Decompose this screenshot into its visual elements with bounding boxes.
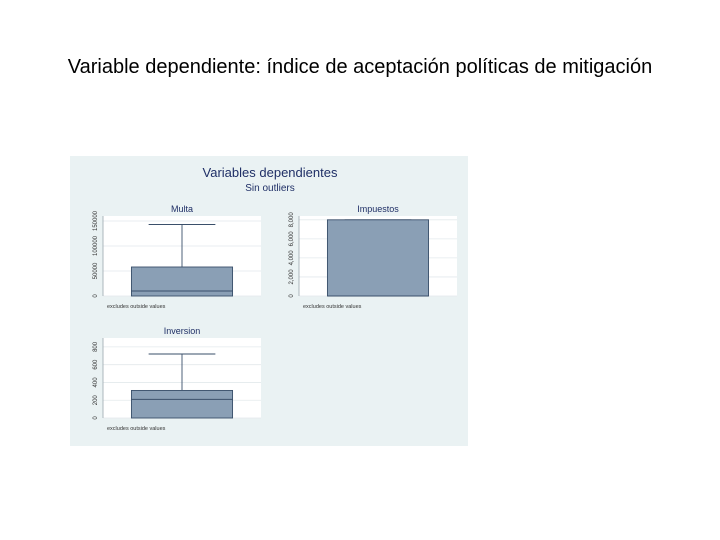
y-tick-label: 6,000 — [289, 231, 295, 247]
y-tick-label: 0 — [93, 416, 99, 420]
panel-impuestos — [289, 204, 457, 310]
excludes-note: excludes outside values — [107, 426, 166, 432]
panel-title: Multa — [170, 204, 194, 214]
box — [327, 220, 428, 296]
y-tick-label: 400 — [93, 377, 99, 388]
y-tick-label: 4,000 — [289, 250, 295, 266]
y-tick-label: 0 — [93, 294, 99, 298]
boxplot-figure — [70, 156, 468, 446]
y-tick-label: 800 — [93, 341, 99, 352]
panel-inversion — [93, 326, 261, 432]
y-tick-label: 600 — [93, 359, 99, 370]
panel-title: Inversion — [163, 326, 201, 336]
chart-title: Variables dependientes — [202, 165, 338, 180]
y-tick-label: 0 — [289, 294, 295, 298]
panel-title: Impuestos — [357, 204, 399, 214]
panel-multa — [93, 204, 261, 310]
y-tick-label: 100000 — [93, 235, 99, 257]
slide-title: Variable dependiente: índice de aceptación políticas de mitigación — [67, 56, 653, 78]
panels-group — [93, 204, 457, 432]
y-tick-label: 50000 — [93, 262, 99, 280]
box — [131, 390, 232, 418]
y-tick-label: 150000 — [93, 210, 99, 232]
excludes-note: excludes outside values — [107, 304, 166, 310]
chart-subtitle: Sin outliers — [245, 183, 295, 194]
y-tick-label: 200 — [93, 395, 99, 406]
boxplot-chart — [70, 156, 468, 446]
y-tick-label: 8,000 — [289, 212, 295, 228]
box — [131, 267, 232, 296]
excludes-note: excludes outside values — [303, 304, 362, 310]
y-tick-label: 2,000 — [289, 269, 295, 285]
